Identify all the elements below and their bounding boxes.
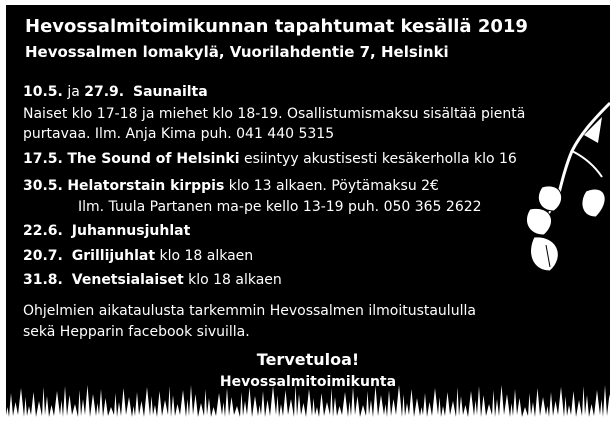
event-name: Saunailta [133,84,208,100]
event-date-join: ja [62,84,85,100]
event-date: 31.8. [23,272,63,288]
event-detail: Ilm. Tuula Partanen ma-pe kello 13-19 puh. 050 365 2622 [78,199,482,215]
event-date: 30.5. [23,178,63,194]
event-date: 17.5. [23,151,63,167]
grass-illustration [6,5,610,433]
poster-title: Hevossalmitoimikunnan tapahtumat kesällä 2019 [25,16,528,37]
event-poster [6,5,610,433]
event-name: Venetsialaiset [71,272,184,288]
event-date: 20.7. [23,248,63,264]
event-date: 10.5. [23,84,63,100]
event-name: Grillijuhlat [71,248,156,264]
event-description: klo 18 alkaen [183,272,282,288]
event-name: Helatorstain kirppis [67,178,225,194]
welcome-text: Tervetuloa! [256,350,360,369]
poster-subtitle: Hevossalmen lomakylä, Vuorilahdentie 7, Helsinki [25,43,449,61]
event-description: esiintyy akustisesti kesäkerholla klo 16 [239,151,517,167]
event-date: 22.6. [23,223,63,239]
event-name: The Sound of Helsinki [67,151,240,167]
info-text-line: Ohjelmien aikataulusta tarkemmin Hevossalmen ilmoitustaululla [23,303,476,319]
event-description: klo 13 alkaen. Pöytämaksu 2€ [224,178,439,194]
event-description: klo 18 alkaen [155,248,254,264]
event-date: 27.9. [84,84,125,100]
info-text-line: sekä Hepparin facebook sivuilla. [23,324,250,340]
event-name: Juhannusjuhlat [71,223,191,239]
signature-text: Hevossalmitoimikunta [219,374,397,390]
event-detail: Naiset klo 17-18 ja miehet klo 18-19. Osallistumismaksu sisältää pientä [23,106,526,122]
event-detail: purtavaa. Ilm. Anja Kima puh. 041 440 5315 [23,126,335,142]
